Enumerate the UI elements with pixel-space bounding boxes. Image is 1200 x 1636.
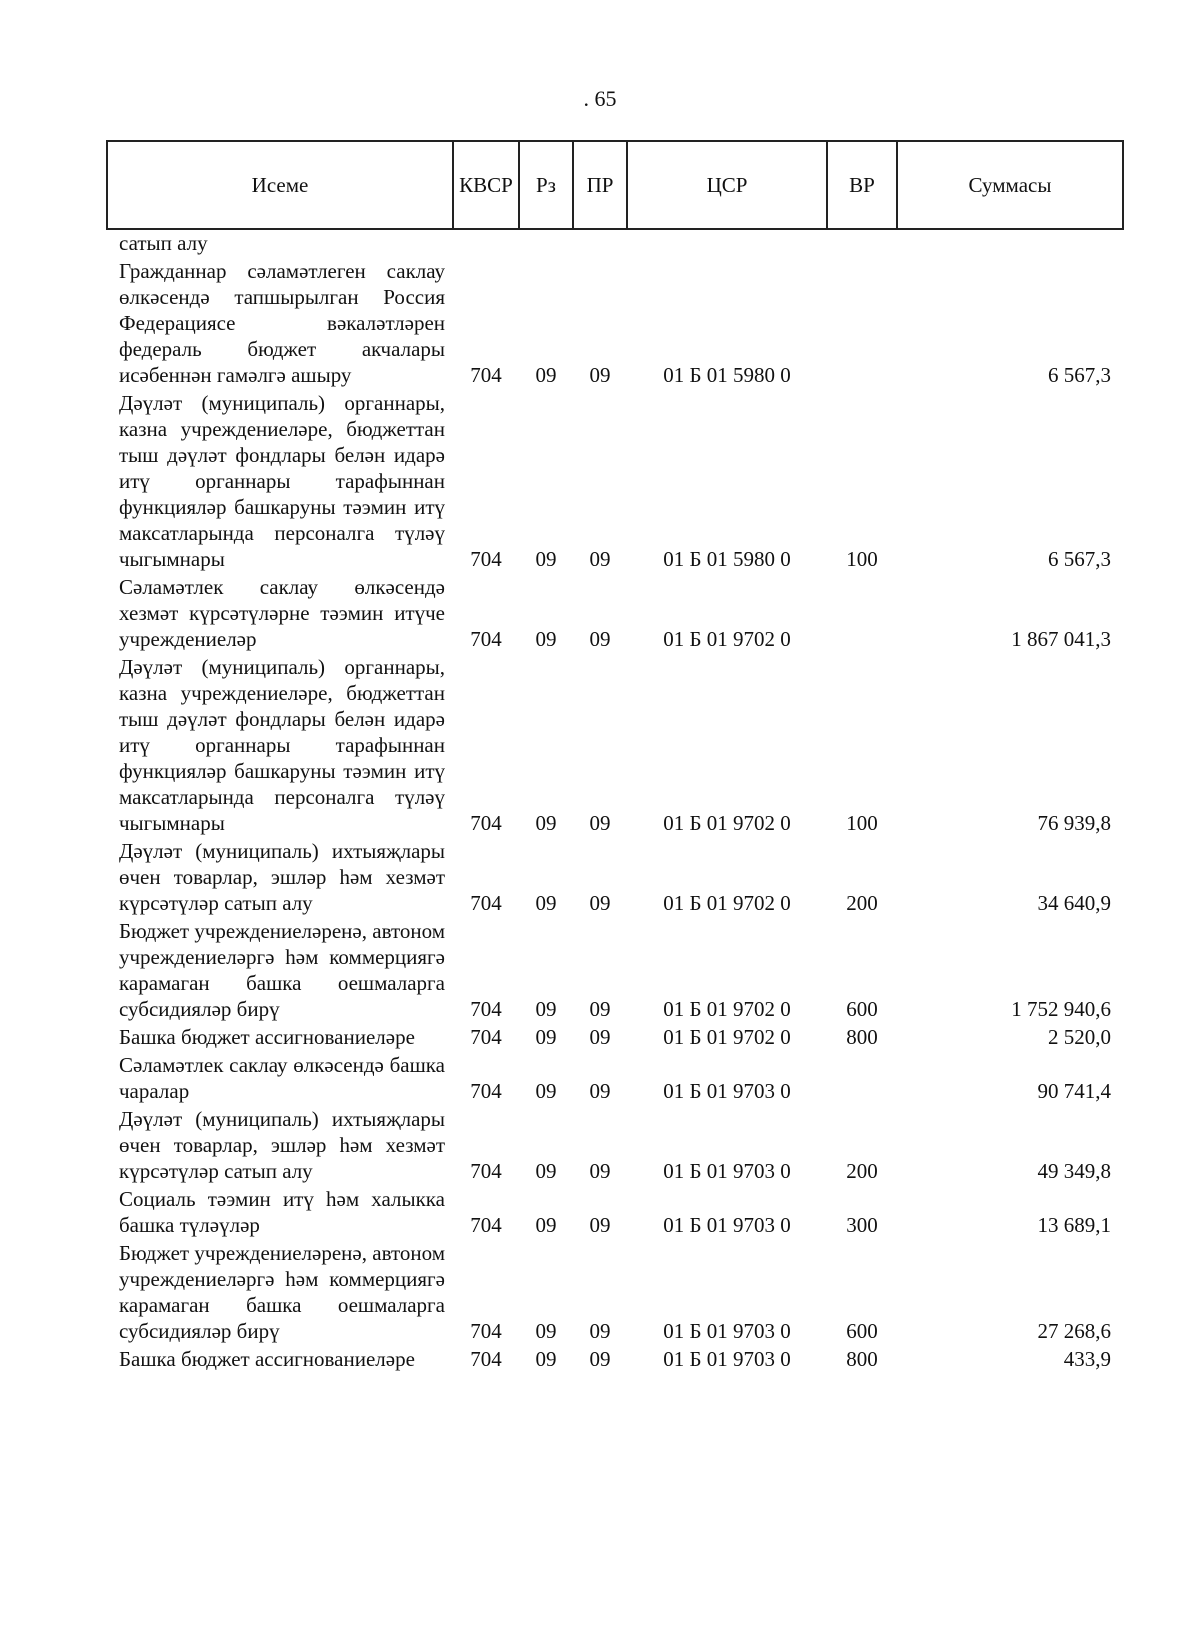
row-csr: 01 Б 01 9702 0 <box>663 891 791 915</box>
row-kvsr: 704 <box>470 811 502 835</box>
table-row <box>107 1240 1123 1346</box>
row-name: Сәламәтлек саклау өлкәсендә хезмәт күрсәтүләрне тәэмин итүче учреждениеләр <box>119 575 445 651</box>
row-csr: 01 Б 01 9702 0 <box>663 1025 791 1049</box>
table-row <box>107 1186 1123 1240</box>
row-vr: 600 <box>846 997 878 1021</box>
row-pr: 09 <box>589 1025 611 1049</box>
table-row <box>107 654 1123 838</box>
row-kvsr: 704 <box>470 1213 502 1237</box>
row-name: Бюджет учреждениеләренә, автоном учреждениеләргә һәм коммерциягә карамаган башка оешмаларга субсидияләр бирү <box>119 919 445 1021</box>
row-amount: 13 689,1 <box>1037 1213 1111 1237</box>
row-rz: 09 <box>535 363 557 387</box>
row-name: Дәүләт (муниципаль) ихтыяҗлары өчен товарлар, эшләр һәм хезмәт күрсәтүләр сатып алу <box>119 1107 445 1183</box>
row-amount: 433,9 <box>1063 1347 1111 1371</box>
row-amount: 1 867 041,3 <box>1011 627 1111 651</box>
row-rz: 09 <box>535 997 557 1021</box>
row-name: Сәламәтлек саклау өлкәсендә башка чаралар <box>119 1053 445 1103</box>
row-amount: 27 268,6 <box>1037 1319 1111 1343</box>
table-row <box>107 1052 1123 1106</box>
row-kvsr: 704 <box>470 1079 502 1103</box>
table-header-row <box>107 141 1123 229</box>
row-csr: 01 Б 01 9702 0 <box>663 627 791 651</box>
header-vr: ВР <box>827 141 897 229</box>
table-row <box>107 838 1123 918</box>
row-amount <box>897 229 1123 258</box>
table-row <box>107 1106 1123 1186</box>
row-rz: 09 <box>535 1319 557 1343</box>
row-csr: 01 Б 01 9703 0 <box>663 1079 791 1103</box>
row-pr: 09 <box>589 1213 611 1237</box>
row-amount: 34 640,9 <box>1037 891 1111 915</box>
row-name: Дәүләт (муниципаль) ихтыяҗлары өчен товарлар, эшләр һәм хезмәт күрсәтүләр сатып алу <box>119 839 445 915</box>
row-pr: 09 <box>589 1319 611 1343</box>
row-csr: 01 Б 01 9703 0 <box>663 1213 791 1237</box>
table-row <box>107 1024 1123 1052</box>
row-pr <box>573 229 627 258</box>
header-amount: Суммасы <box>897 141 1123 229</box>
row-amount: 6 567,3 <box>1048 363 1111 387</box>
row-kvsr: 704 <box>470 1025 502 1049</box>
row-pr: 09 <box>589 997 611 1021</box>
row-vr: 800 <box>846 1025 878 1049</box>
header-name: Исеме <box>107 141 453 229</box>
row-csr <box>627 229 827 258</box>
row-vr: 200 <box>846 891 878 915</box>
row-rz: 09 <box>535 1159 557 1183</box>
row-vr <box>827 229 897 258</box>
row-csr: 01 Б 01 9702 0 <box>663 997 791 1021</box>
header-kvsr: КВСР <box>453 141 519 229</box>
row-amount: 76 939,8 <box>1037 811 1111 835</box>
row-pr: 09 <box>589 1079 611 1103</box>
row-amount: 1 752 940,6 <box>1011 997 1111 1021</box>
row-csr: 01 Б 01 9703 0 <box>663 1347 791 1371</box>
row-pr: 09 <box>589 547 611 571</box>
row-vr <box>827 574 897 654</box>
row-name: сатып алу <box>119 231 208 255</box>
table-row <box>107 1346 1123 1374</box>
budget-table <box>106 140 1124 1374</box>
row-kvsr <box>453 229 519 258</box>
table-row <box>107 229 1123 258</box>
row-rz: 09 <box>535 547 557 571</box>
row-name: Башка бюджет ассигнованиеләре <box>119 1347 415 1371</box>
row-amount: 90 741,4 <box>1037 1079 1111 1103</box>
row-kvsr: 704 <box>470 547 502 571</box>
row-vr: 600 <box>846 1319 878 1343</box>
row-vr: 200 <box>846 1159 878 1183</box>
row-rz: 09 <box>535 627 557 651</box>
row-vr: 100 <box>846 811 878 835</box>
row-amount: 6 567,3 <box>1048 547 1111 571</box>
row-kvsr: 704 <box>470 891 502 915</box>
row-rz: 09 <box>535 1213 557 1237</box>
row-rz: 09 <box>535 891 557 915</box>
row-rz: 09 <box>535 1025 557 1049</box>
table-row <box>107 390 1123 574</box>
row-vr: 100 <box>846 547 878 571</box>
row-pr: 09 <box>589 891 611 915</box>
row-kvsr: 704 <box>470 1347 502 1371</box>
row-vr: 800 <box>846 1347 878 1371</box>
row-name: Башка бюджет ассигнованиеләре <box>119 1025 415 1049</box>
page-number: . 65 <box>583 86 617 111</box>
row-name: Бюджет учреждениеләренә, автоном учреждениеләргә һәм коммерциягә карамаган башка оешмаларга субсидияләр бирү <box>119 1241 445 1343</box>
row-pr: 09 <box>589 1159 611 1183</box>
row-kvsr: 704 <box>470 1319 502 1343</box>
row-csr: 01 Б 01 5980 0 <box>663 547 791 571</box>
table-body <box>107 229 1123 1374</box>
row-vr: 300 <box>846 1213 878 1237</box>
header-csr: ЦСР <box>627 141 827 229</box>
row-kvsr: 704 <box>470 627 502 651</box>
row-kvsr: 704 <box>470 363 502 387</box>
row-rz: 09 <box>535 1079 557 1103</box>
header-rz: Рз <box>519 141 573 229</box>
row-kvsr: 704 <box>470 997 502 1021</box>
row-pr: 09 <box>589 1347 611 1371</box>
row-rz: 09 <box>535 1347 557 1371</box>
row-pr: 09 <box>589 363 611 387</box>
row-pr: 09 <box>589 627 611 651</box>
row-rz <box>519 229 573 258</box>
table-row <box>107 918 1123 1024</box>
row-pr: 09 <box>589 811 611 835</box>
row-csr: 01 Б 01 9702 0 <box>663 811 791 835</box>
row-name: Дәүләт (муниципаль) органнары, казна учреждениеләре, бюджеттан тыш дәүләт фондлары белән идарә итү органнары тарафыннан функцияләр башкаруны тәэмин итү максатларында персоналга түләү чыгымнары <box>119 391 445 571</box>
row-csr: 01 Б 01 9703 0 <box>663 1159 791 1183</box>
row-name: Гражданнар сәламәтлеген саклау өлкәсендә тапшырылган Россия Федерациясе вәкаләтләрен федераль бюджет акчалары исәбеннән гамәлгә ашыру <box>119 259 445 387</box>
row-name: Социаль тәэмин итү һәм халыкка башка түләүләр <box>119 1187 445 1237</box>
table-row <box>107 258 1123 390</box>
row-name: Дәүләт (муниципаль) органнары, казна учреждениеләре, бюджеттан тыш дәүләт фондлары белән идарә итү органнары тарафыннан функцияләр башкаруны тәэмин итү максатларында персоналга түләү чыгымнары <box>119 655 445 835</box>
row-vr <box>827 1052 897 1106</box>
row-amount: 2 520,0 <box>1048 1025 1111 1049</box>
row-amount: 49 349,8 <box>1037 1159 1111 1183</box>
header-pr: ПР <box>573 141 627 229</box>
table-row <box>107 574 1123 654</box>
row-vr <box>827 258 897 390</box>
row-rz: 09 <box>535 811 557 835</box>
row-kvsr: 704 <box>470 1159 502 1183</box>
row-csr: 01 Б 01 9703 0 <box>663 1319 791 1343</box>
row-csr: 01 Б 01 5980 0 <box>663 363 791 387</box>
